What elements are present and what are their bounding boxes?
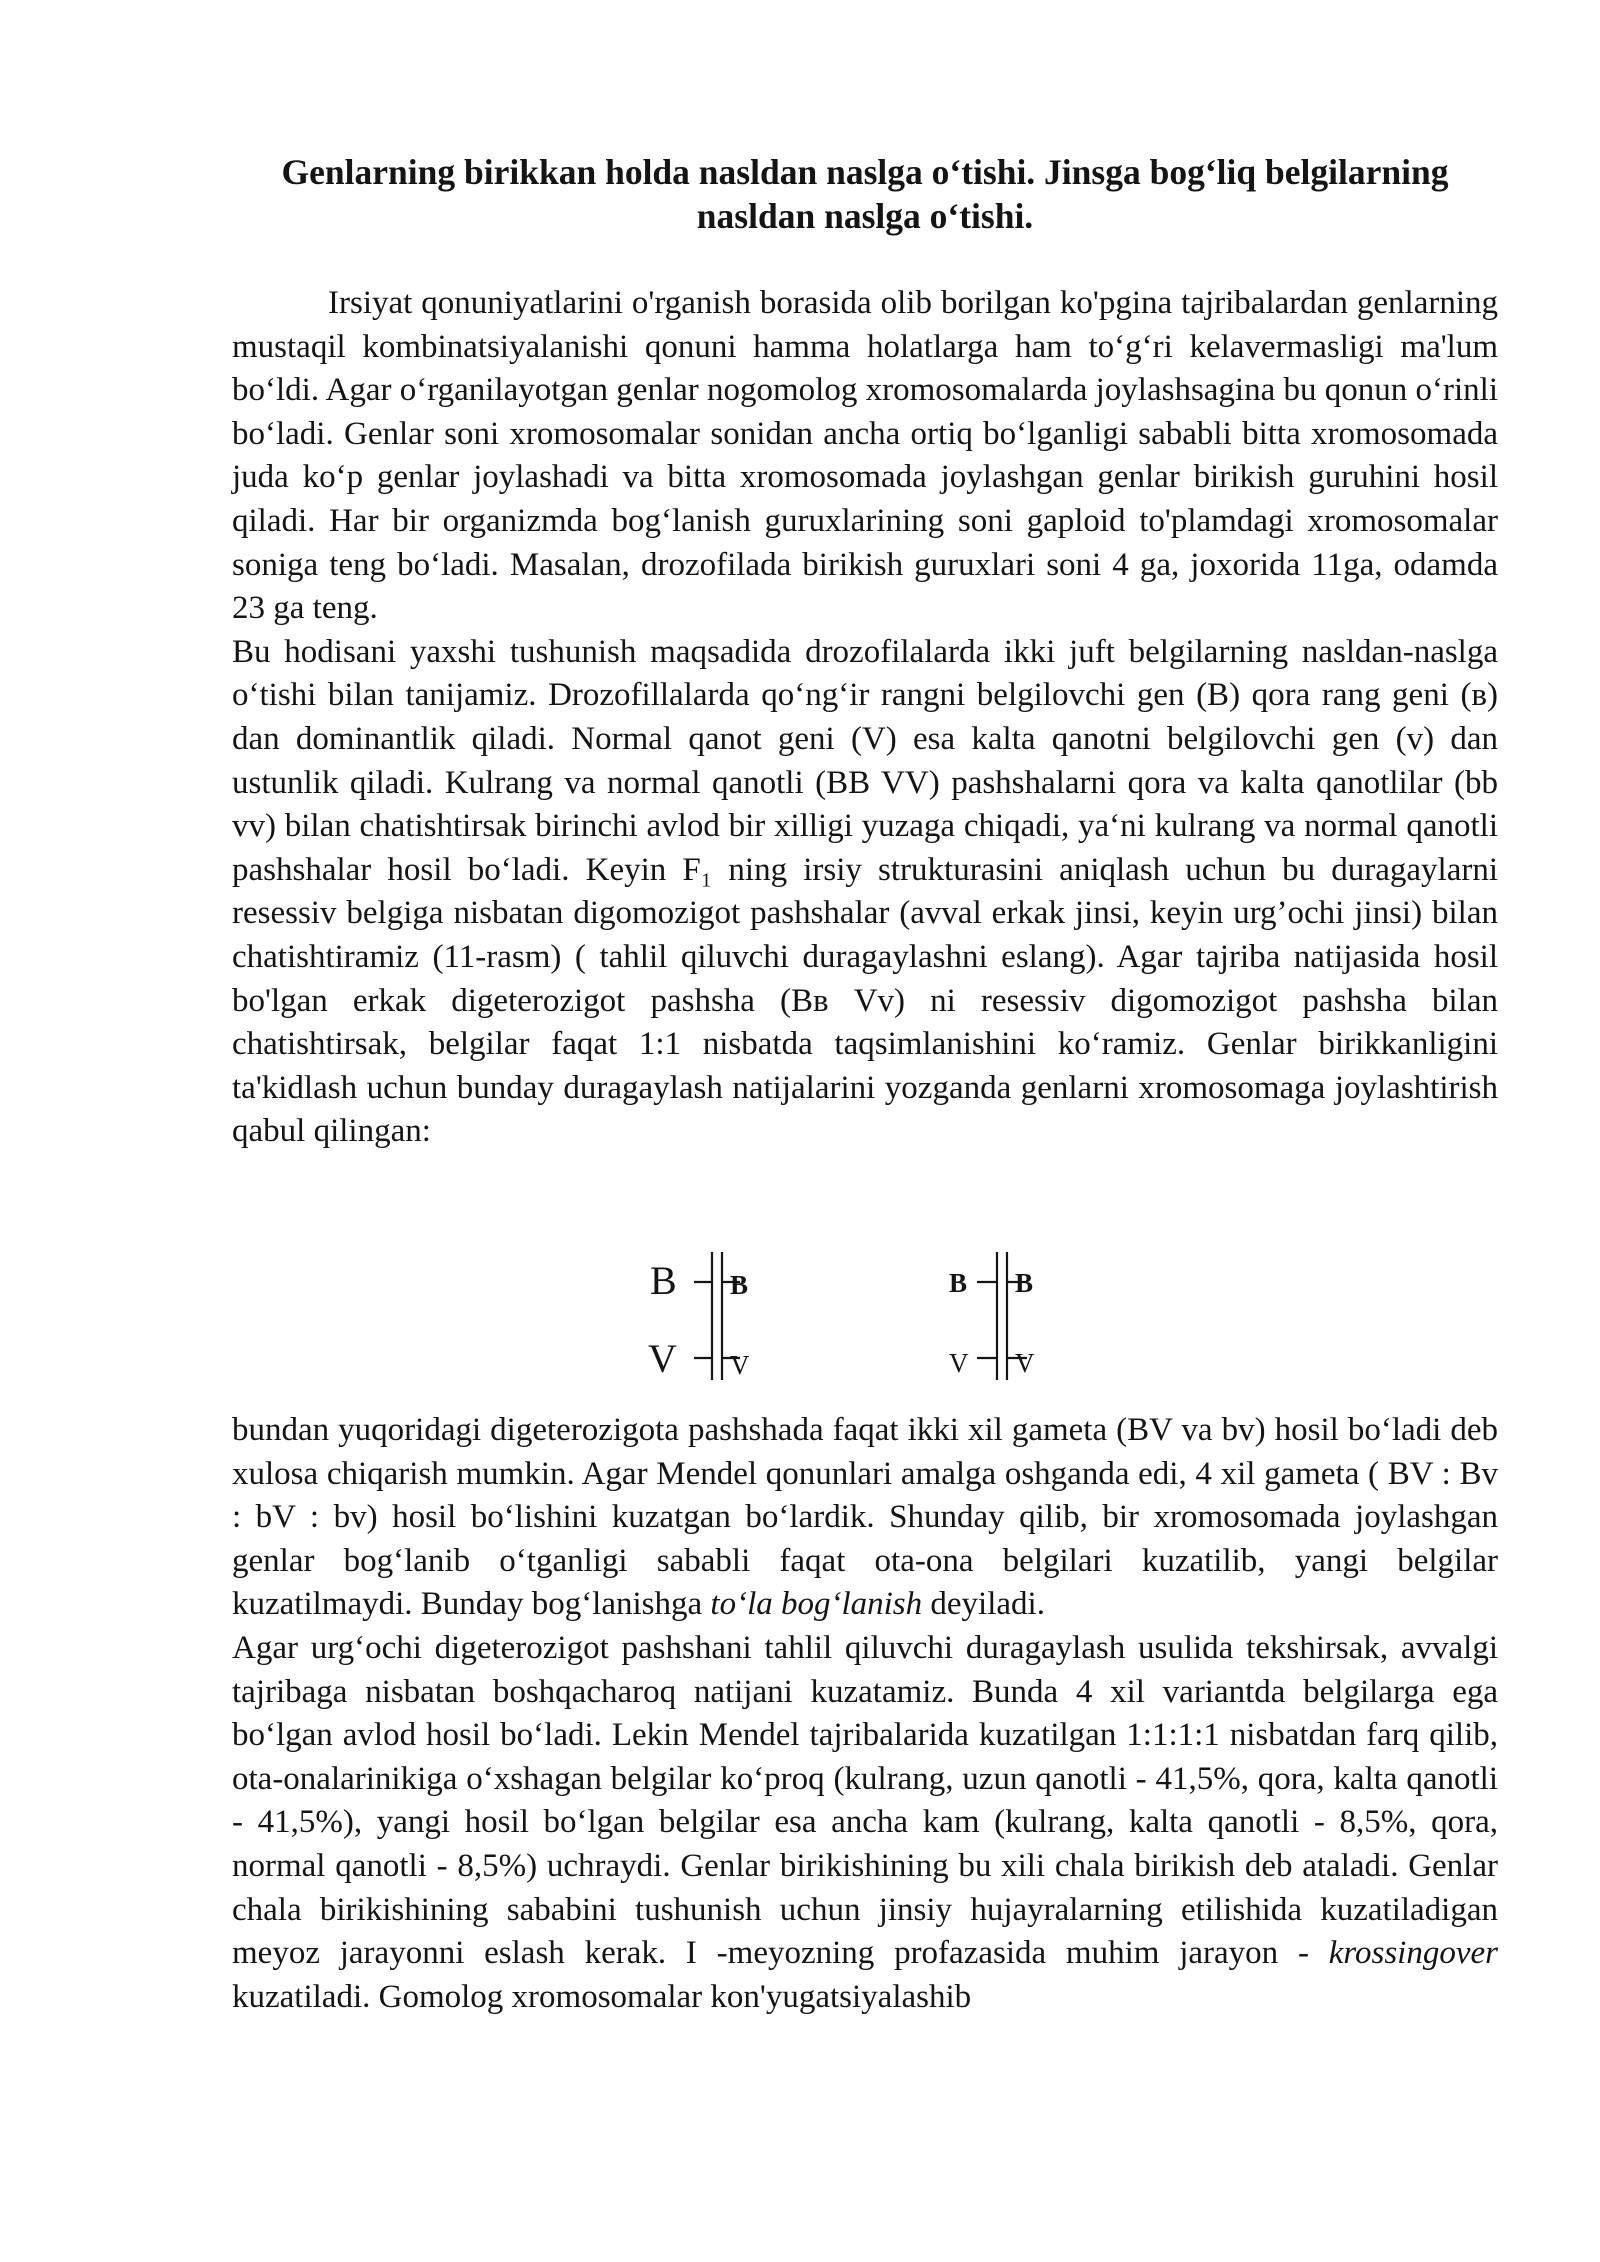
term-crossingover: krossingover xyxy=(1328,1935,1498,1972)
body-text-bottom xyxy=(232,1409,1498,2019)
gene-label: B xyxy=(949,1268,968,1298)
gene-label: B xyxy=(650,1258,677,1303)
paragraph-full-linkage xyxy=(232,1409,1498,1627)
title-line-2: nasldan naslga o‘tishi. xyxy=(696,196,1034,236)
paragraph-intro: Irsiyat qonuniyatlarini o'rganish borasida olib borilgan ko'pgina tajribalardan genlarning mustaqil kombinatsiyalanishi qonuni hamma holatlarga ham to‘g‘ri kelavermasligi ma'lum bo‘ldi. Agar o‘rganilayotgan genlar nogomolog xromosomalarda joylashsagina bu qonun o‘rinli bo‘ladi. Genlar soni xromosomalar sonidan ancha ortiq bo‘lganligi sababli bitta xromosomada juda ko‘p genlar joylashadi va bitta xromosomada joylashgan genlar birikish guruhini hosil qiladi. Har bir organizmda bog‘lanish guruxlarining soni gaploid to'plamdagi xromosomalar soniga teng bo‘ladi. Masalan, drozofilada birikish guruxlari soni 4 ga, joxorida 11ga, odamda 23 ga teng. xyxy=(232,285,1498,627)
document-title xyxy=(232,150,1498,238)
paragraph-incomplete-linkage xyxy=(232,1627,1498,2019)
body-text-top xyxy=(232,282,1498,1154)
title-line-1: Genlarning birikkan holda nasldan naslga o‘tishi. Jinsga bog‘liq belgilarning xyxy=(281,152,1449,192)
paragraph-text-end: kuzatiladi. Gomolog xromosomalar kon'yugatsiyalashib xyxy=(232,1978,972,2015)
chromosome-diagram-right xyxy=(935,1248,1085,1388)
gene-label: V xyxy=(648,1336,677,1381)
gene-label: V xyxy=(730,1350,750,1380)
paragraph-text-end: deyiladi. xyxy=(922,1586,1045,1623)
gene-label: B xyxy=(730,1270,749,1300)
paragraph-text: bundan yuqoridagi digeterozigota pashshada faqat ikki xil gameta (BV va bv) hosil bo‘ladi deb xulosa chiqarish mumkin. Agar Mendel qonunlari amalga oshganda edi, 4 xil gameta ( BV : Bv : bV : bv) hosil bo‘lishini kuzatgan bo‘lardik. Shunday qilib, bir xromosomada joylashgan genlar bog‘lanib o‘tganligi sababli faqat ota-ona belgilari kuzatilib, yangi belgilar kuzatilmaydi. Bunday bog‘lanishga xyxy=(232,1412,1498,1623)
gene-label: V xyxy=(949,1348,969,1378)
paragraph-text: Agar urg‘ochi digeterozigot pashshani tahlil qiluvchi duragaylash usulida tekshirsak, avvalgi tajribaga nisbatan boshqacharoq natijani kuzatamiz. Bunda 4 xil variantda belgilarga ega bo‘lgan avlod hosil bo‘ladi. Lekin Mendel tajribalarida kuzatilgan 1:1:1:1 nisbatdan farq qilib, ota-onalarinikiga o‘xshagan belgilar ko‘proq (kulrang, uzun qanotli - 41,5%, qora, kalta qanotli - 41,5%), yangi hosil bo‘lgan belgilar esa ancha kam (kulrang, kalta qanotli - 8,5%, qora, normal qanotli - 8,5%) uchraydi. Genlar birikishining bu xili chala birikish deb ataladi. Genlar chala birikishining sababini tushunish uchun jinsiy hujayralarning etilishida kuzatiladigan meyoz jarayonni eslash kerak. I -meyozning profazasida muhim jarayon - xyxy=(232,1629,1498,1972)
paragraph-drosophila: Bu hodisani yaxshi tushunish maqsadida drozofilalarda ikki juft belgilarning nasldan-naslga o‘tishi bilan tanijamiz. Drozofillalarda qo‘ng‘ir rangni belgilovchi gen (B) qora rang geni (в) dan dominantlik qiladi. Normal qanot geni (V) esa kalta qanotni belgilovchi gen (v) dan ustunlik qiladi. Kulrang va normal qanotli (BB VV) pashshalarni qora va kalta qanotlilar (bb vv) bilan chatishtirsak birinchi avlod bir xilligi yuzaga chiqadi, ya‘ni kulrang va normal qanotli pashshalar hosil bo‘ladi. Keyin F₁ ning irsiy strukturasini aniqlash uchun bu duragaylarni resessiv belgiga nisbatan digomozigot pashshalar (avval erkak jinsi, keyin urg’ochi jinsi) bilan chatishtiramiz (11-rasm) ( tahlil qiluvchi duragaylashni eslang). Agar tajriba natijasida hosil bo'lgan erkak digeterozigot pashsha (Bв Vv) ni resessiv digomozigot pashsha bilan chatishtirsak, belgilar faqat 1:1 nisbatda taqsimlanishini ko‘ramiz. Genlar birikkanligini ta'kidlash uchun bunday duragaylash natijalarini yozganda genlarni xromosomaga joylashtirish qabul qilingan: xyxy=(232,633,1498,1150)
chromosome-diagram-left xyxy=(640,1248,810,1388)
gene-label: V xyxy=(1015,1348,1035,1378)
gene-label: B xyxy=(1015,1268,1034,1298)
term-full-linkage: to‘la bog‘lanish xyxy=(710,1586,923,1623)
